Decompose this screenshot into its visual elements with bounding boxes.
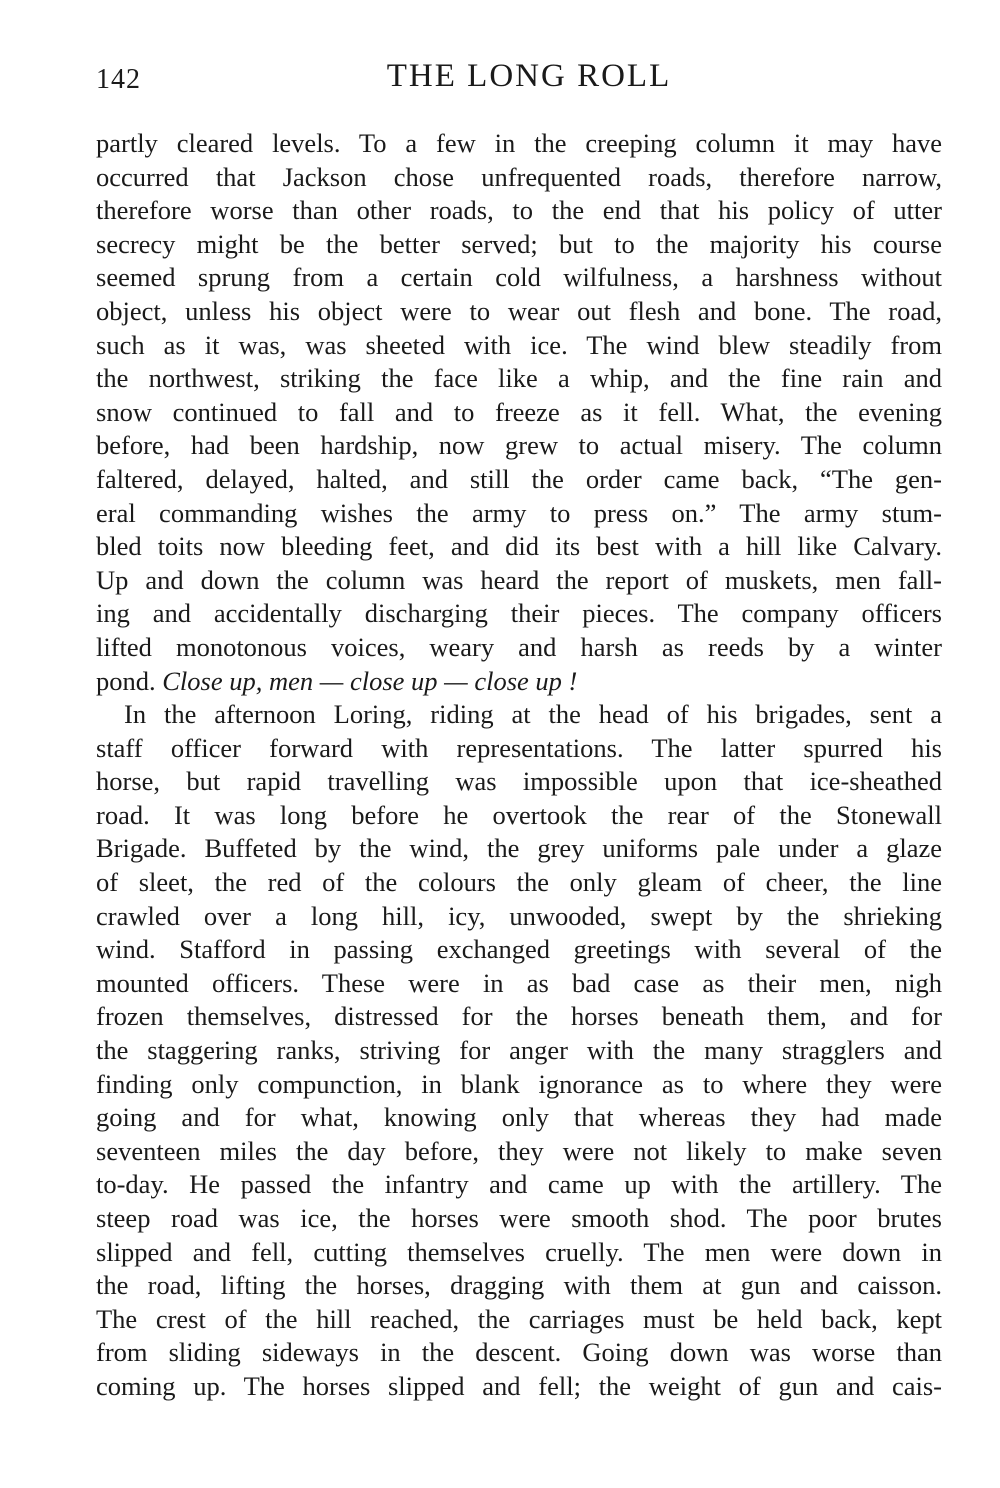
text-line: finding only compunction, in blank ignorance as to where they were (96, 1068, 942, 1099)
text-line: partly cleared levels. To a few in the creeping column it may have (96, 128, 942, 158)
paragraph (96, 698, 942, 1403)
body-text (96, 127, 942, 1404)
text-line: seventeen miles the day before, they were not likely to make seven (96, 1135, 942, 1166)
text-line: from sliding sideways in the descent. Going down was worse than (96, 1337, 942, 1368)
text-line: horse, but rapid travelling was impossible upon that ice-sheathed (96, 766, 942, 797)
text-line: Brigade. Buffeted by the wind, the grey uniforms pale under a glaze (96, 833, 942, 864)
text-line: therefore worse than other roads, to the end that his policy of utter (96, 195, 942, 226)
text-line: of sleet, the red of the colours the only gleam of cheer, the line (96, 867, 942, 898)
text-line: object, unless his object were to wear out flesh and bone. The road, (96, 295, 942, 326)
text-line: to-day. He passed the infantry and came up with the artillery. The (96, 1169, 942, 1200)
text-line: staff officer forward with representations. The latter spurred his (96, 732, 942, 763)
running-header (96, 58, 942, 98)
text-line: snow continued to fall and to freeze as it fell. What, the evening (96, 396, 942, 427)
text-line-start: pond. (96, 665, 163, 696)
text-line (96, 665, 942, 699)
text-line: the staggering ranks, striving for anger with the many stragglers and (96, 1035, 942, 1066)
text-line: coming up. The horses slipped and fell; the weight of gun and cais- (96, 1370, 942, 1401)
text-line: the road, lifting the horses, dragging with them at gun and caisson. (96, 1270, 942, 1301)
text-line: going and for what, knowing only that whereas they had made (96, 1102, 942, 1133)
text-line: In the afternoon Loring, riding at the head of his brigades, sent a (124, 699, 942, 730)
text-line: wind. Stafford in passing exchanged greetings with several of the (96, 934, 942, 965)
text-line: such as it was, was sheeted with ice. The wind blew steadily from (96, 329, 942, 360)
text-line: secrecy might be the better served; but to the majority his course (96, 228, 942, 259)
text-line: frozen themselves, distressed for the horses beneath them, and for (96, 1001, 942, 1032)
italic-quote: Close up, men — close up — close up ! (162, 665, 578, 696)
text-line: eral commanding wishes the army to press on.” The army stum- (96, 497, 942, 528)
text-line: crawled over a long hill, icy, unwooded, swept by the shrieking (96, 900, 942, 931)
paragraph (96, 127, 942, 698)
page-number: 142 (96, 64, 141, 95)
running-title: THE LONG ROLL (386, 58, 672, 94)
text-line: mounted officers. These were in as bad case as their men, nigh (96, 967, 942, 998)
text-line: ing and accidentally discharging their pieces. The company officers (96, 598, 942, 629)
text-line: bled toits now bleeding feet, and did its best with a hill like Calvary. (96, 531, 942, 562)
text-line: steep road was ice, the horses were smooth shod. The poor brutes (96, 1203, 942, 1233)
text-line: road. It was long before he overtook the rear of the Stonewall (96, 799, 942, 830)
text-line: slipped and fell, cutting themselves cruelly. The men were down in (96, 1236, 942, 1267)
text-line: The crest of the hill reached, the carriages must be held back, kept (96, 1303, 942, 1334)
text-line: faltered, delayed, halted, and still the order came back, “The gen- (96, 463, 942, 494)
text-line: occurred that Jackson chose unfrequented roads, therefore narrow, (96, 161, 942, 192)
text-line: Up and down the column was heard the report of muskets, men fall- (96, 564, 942, 595)
text-line: before, had been hardship, now grew to actual misery. The column (96, 430, 942, 461)
text-line: seemed sprung from a certain cold wilfulness, a harshness without (96, 262, 942, 293)
text-line: lifted monotonous voices, weary and harsh as reeds by a winter (96, 631, 942, 662)
text-line: the northwest, striking the face like a whip, and the fine rain and (96, 363, 942, 394)
